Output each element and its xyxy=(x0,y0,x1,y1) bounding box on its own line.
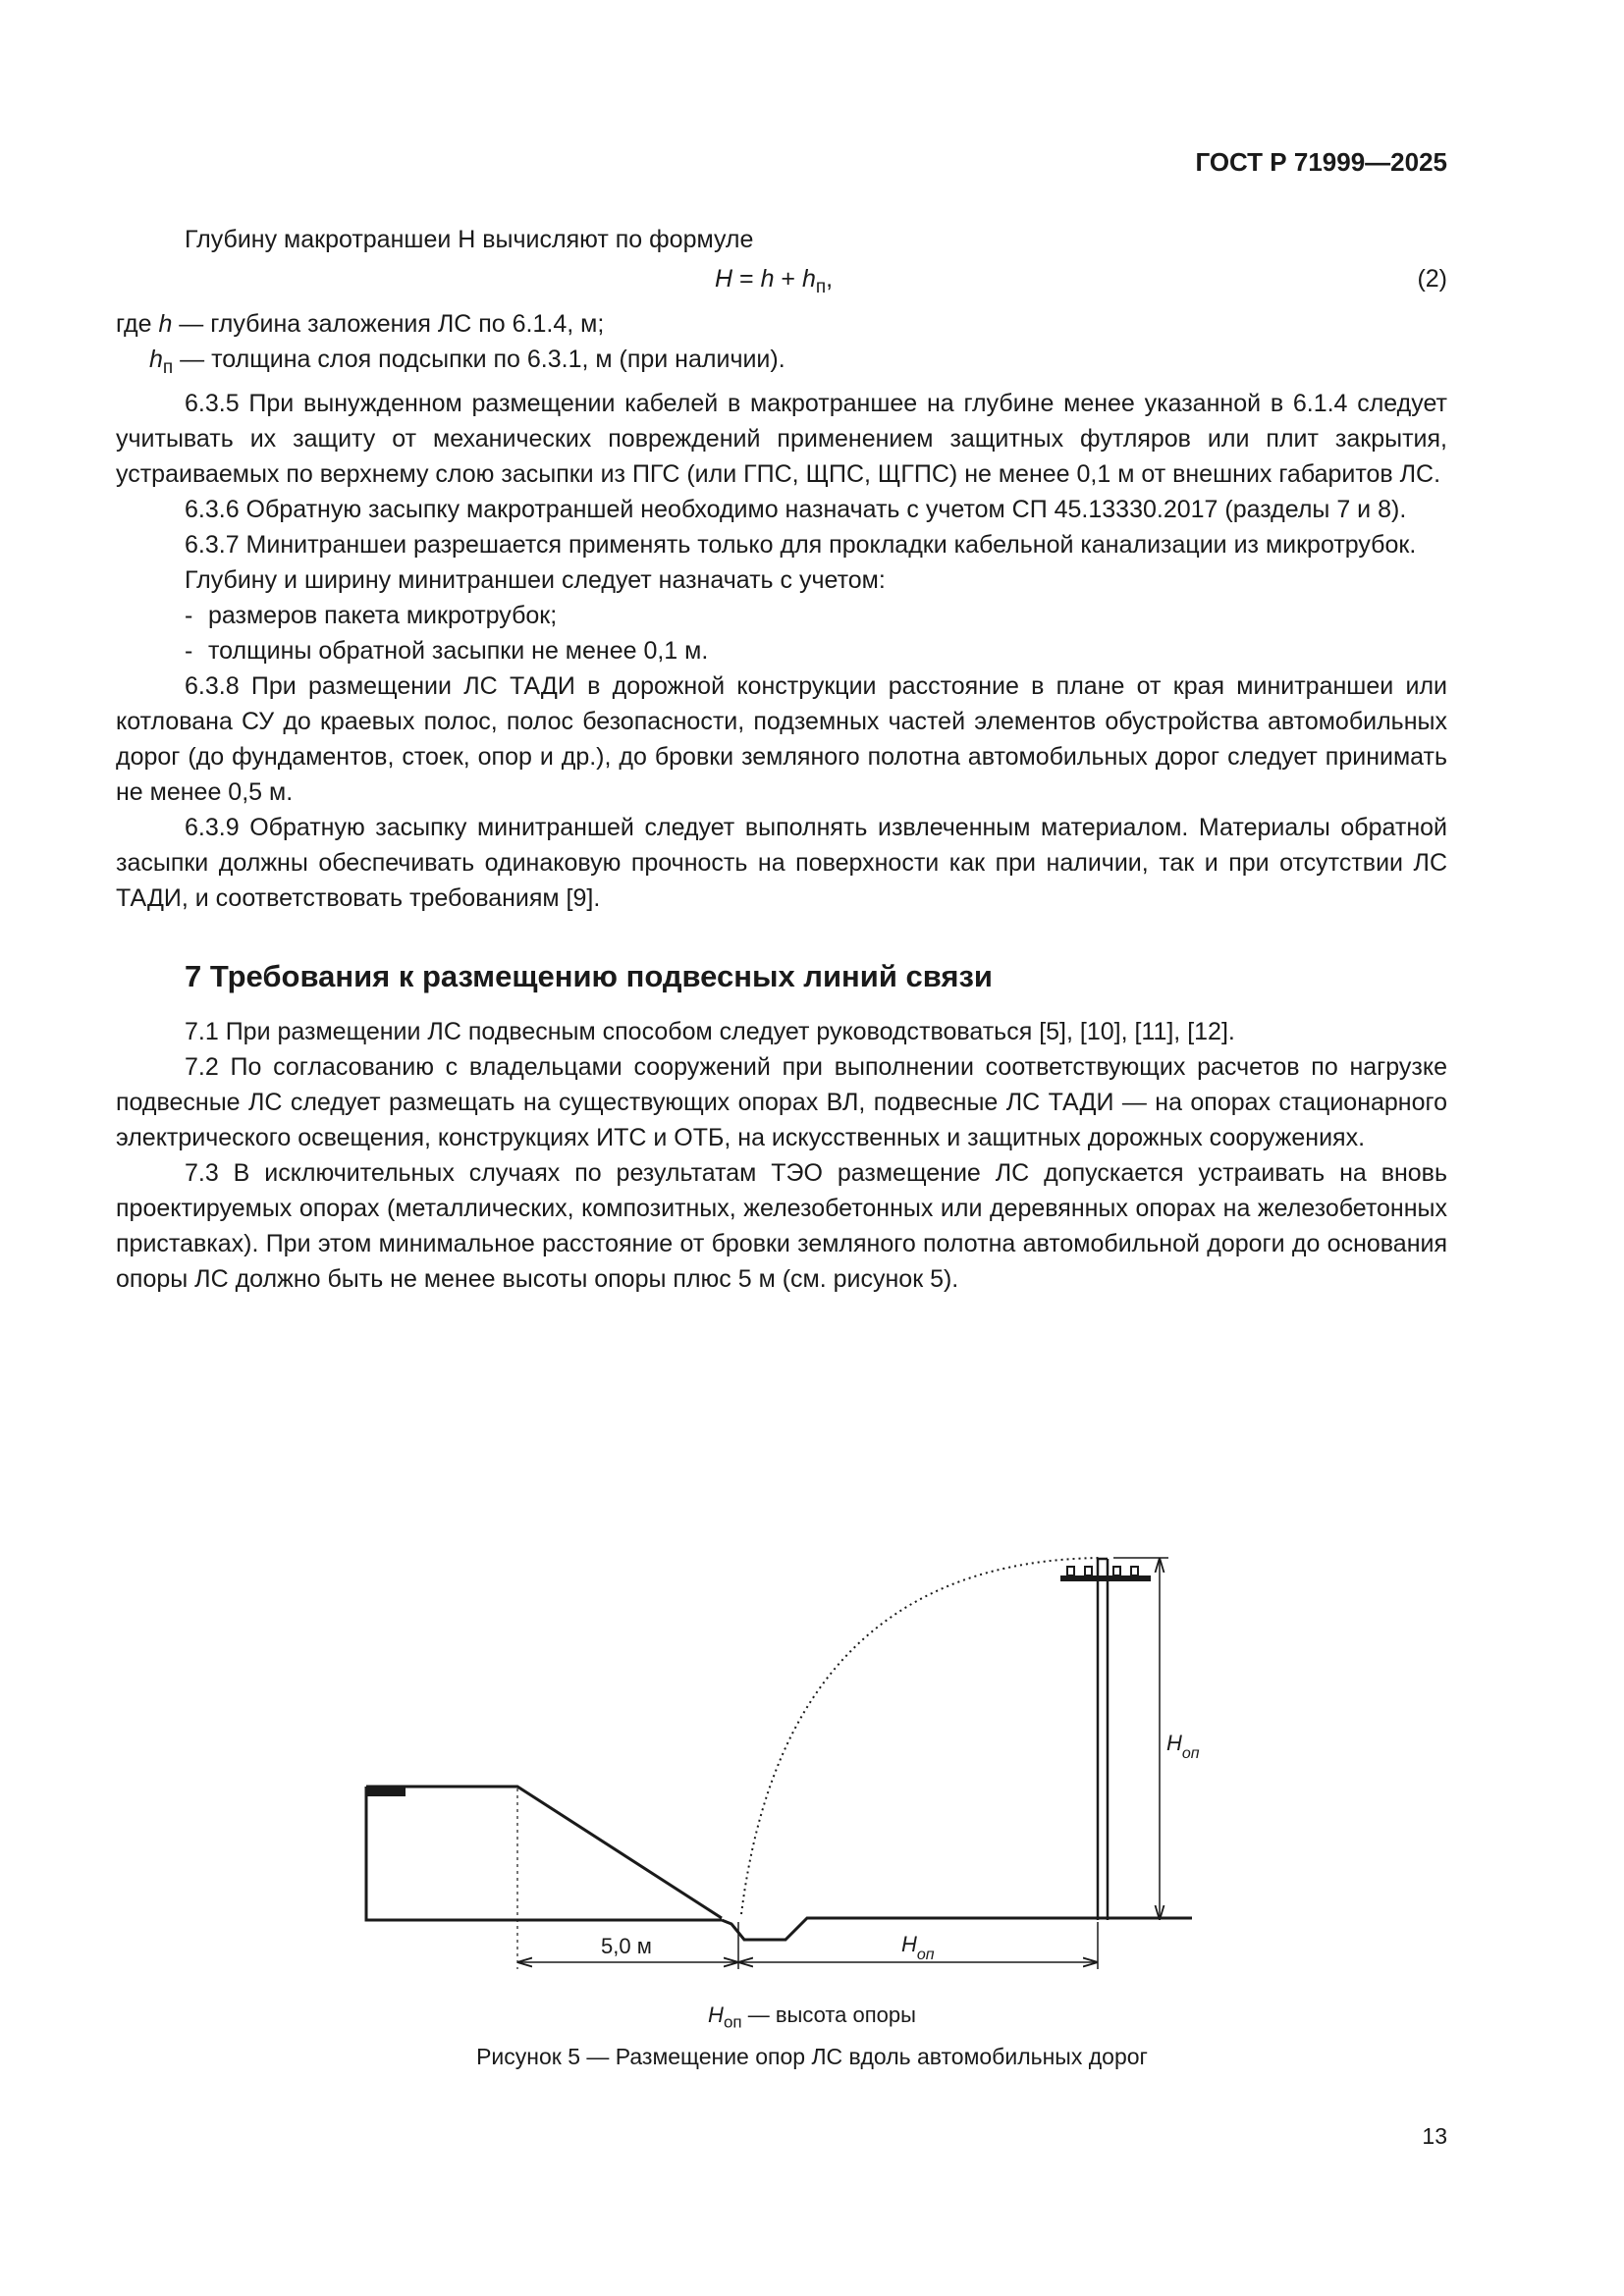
document-standard-number: ГОСТ Р 71999—2025 xyxy=(1195,147,1447,177)
pole-height-dimension xyxy=(1113,1558,1168,1920)
ground-line xyxy=(722,1918,1192,1940)
where-line-2: $h_п$ — толщина слоя подсыпки по 6.3.1, м (при наличии). xyxy=(149,346,785,378)
clause-6-3-7: 6.3.7 Минитраншеи разрешается применять только для прокладки кабельной канализации из микротрубок. xyxy=(185,531,1417,559)
figure-5 xyxy=(0,1531,1624,2002)
where-line-1: где h — глубина заложения ЛС по 6.1.4, м; xyxy=(116,310,605,338)
clause-6-3-6: 6.3.6 Обратную засыпку макротраншей необходимо назначать с учетом СП 45.13330.2017 (разделы 7 и 8). xyxy=(185,496,1407,523)
insulator-icon xyxy=(1067,1567,1138,1575)
pole xyxy=(1098,1559,1108,1920)
list-item: - размеров пакета микротрубок; xyxy=(185,602,558,629)
distance-label: 5,0 м xyxy=(601,1934,652,1958)
formula-intro: Глубину макротраншеи H вычисляют по формуле xyxy=(185,226,754,253)
formula: $H = h + h_п$, xyxy=(715,265,834,297)
clause-7-3: 7.3 В исключительных случаях по результатам ТЭО размещение ЛС допускается устраивать на вновь проектируемых опорах (металлических, композитных, железобетонных или деревянных опорах на железобетонных приставках). При этом минимальное расстояние от бровки земляного полотна автомобильной дороги до основания опоры ЛС должно быть не менее высоты опоры плюс 5 м (см. рисунок 5). xyxy=(116,1159,1447,1293)
clause-6-3-5: 6.3.5 При вынужденном размещении кабелей в макротраншее на глубине менее указанной в 6.1.4 следует учитывать их защиту от механических повреждений применением защитных футляров или плит закрытия, устраиваемых по верхнему слою засыпки из ПГС (или ГПС, ЩПС, ЩГПС) не менее 0,1 м от внешних габаритов ЛС. xyxy=(116,390,1447,488)
figure-caption: Рисунок 5 — Размещение опор ЛС вдоль автомобильных дорог xyxy=(476,2044,1148,2069)
pole-height-label-bottom: $H_{оп}$ xyxy=(901,1932,935,1963)
formula-row xyxy=(116,261,1447,306)
clause-6-3-7-intro: Глубину и ширину минитраншеи следует назначать с учетом: xyxy=(185,566,886,594)
figure-legend: $H_{оп}$ — высота опоры xyxy=(708,2002,916,2032)
figure-5-drawing xyxy=(0,1531,1624,2002)
page-number: 13 xyxy=(1422,2123,1447,2149)
road-embankment xyxy=(366,1787,722,1920)
document-body xyxy=(116,222,1447,1297)
road-surface-marker xyxy=(366,1788,406,1796)
pole-height-label: $H_{оп}$ xyxy=(1166,1731,1200,1762)
clause-7-2: 7.2 По согласованию с владельцами сооружений при выполнении соответствующих расчетов по нагрузке подвесные ЛС следует размещать на существующих опорах ВЛ, подвесные ЛС ТАДИ — на опорах стационарного электрического освещения, конструкциях ИТС и ОТБ, на искусственных и защитных дорожных сооружениях. xyxy=(116,1053,1447,1151)
clause-6-3-9: 6.3.9 Обратную засыпку минитраншей следует выполнять извлеченным материалом. Материалы обратной засыпки должны обеспечивать одинаковую прочность на поверхности как при наличии, так и при отсутствии ЛС ТАДИ, и соответствовать требованиям [9]. xyxy=(116,814,1447,912)
section-7-title: 7 Требования к размещению подвесных линий связи xyxy=(185,959,993,993)
clause-6-3-8: 6.3.8 При размещении ЛС ТАДИ в дорожной конструкции расстояние в плане от края минитраншеи или котлована СУ до краевых полос, полос безопасности, подземных частей элементов обустройства автомобильных дорог (до фундаментов, стоек, опор и др.), до бровки земляного полотна автомобильных дорог следует принимать не менее 0,5 м. xyxy=(116,672,1447,806)
clause-7-1: 7.1 При размещении ЛС подвесным способом следует руководствоваться [5], [10], [11], [12]. xyxy=(185,1018,1235,1045)
list-item: - толщины обратной засыпки не менее 0,1 м. xyxy=(185,637,709,665)
fall-arc xyxy=(741,1558,1102,1914)
equation-number: (2) xyxy=(1417,265,1447,293)
